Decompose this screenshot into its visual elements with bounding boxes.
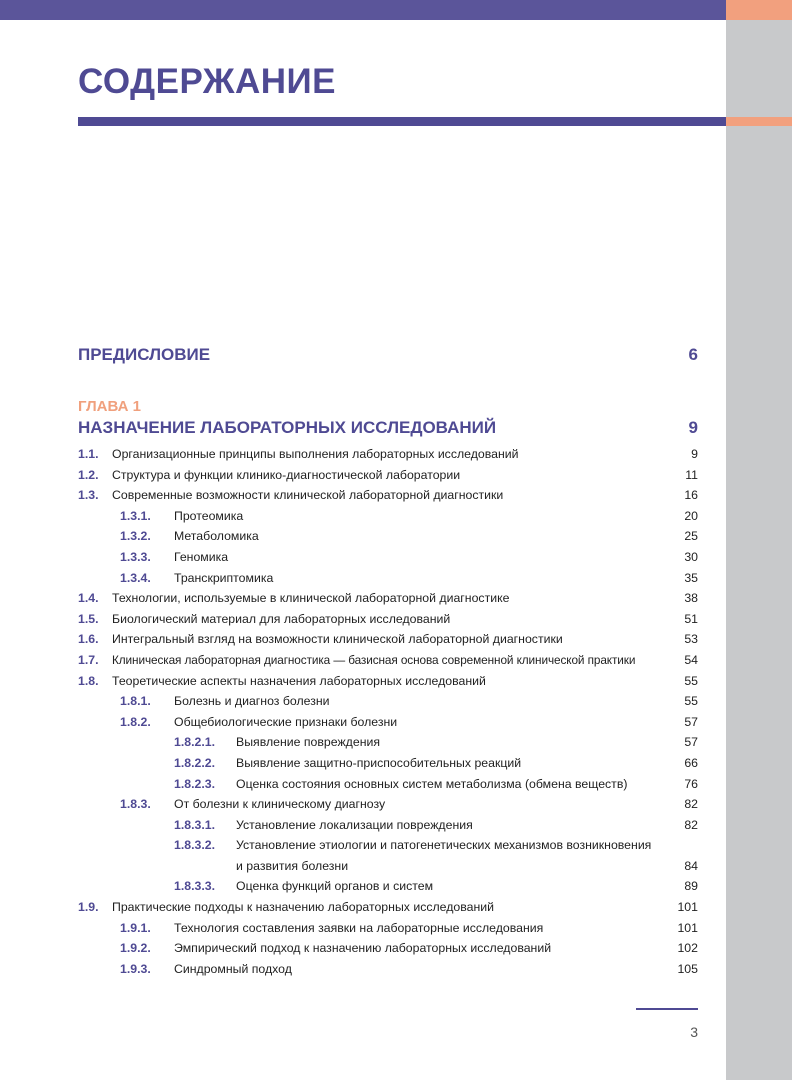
entry-number: 1.8.3.3.	[174, 879, 216, 894]
entry-page: 55	[684, 694, 698, 709]
entry-number: 1.8.2.3.	[174, 776, 216, 791]
entry-title: Технология составления заявки на лабораторные исследования	[174, 920, 544, 935]
entry-title: Оценка функций органов и систем	[236, 879, 434, 894]
toc-entry-1-9-1[interactable]	[78, 918, 698, 939]
entry-page: 9	[691, 447, 698, 461]
toc-entry-1-2[interactable]	[78, 465, 698, 486]
entry-page: 54	[684, 652, 698, 667]
entry-page: 82	[684, 797, 698, 812]
entry-number: 1.8.2.2.	[174, 755, 216, 770]
entry-page: 82	[684, 817, 698, 832]
entry-title: Болезнь и диагноз болезни	[174, 694, 330, 709]
entry-page: 53	[684, 632, 698, 647]
entry-number: 1.1.	[78, 447, 99, 461]
entry-page: 11	[685, 467, 698, 482]
toc-entry-1-7[interactable]	[78, 650, 698, 671]
entry-page: 89	[684, 879, 698, 894]
toc-entry-1-8-3-1[interactable]	[78, 815, 698, 836]
entry-number: 1.9.2.	[120, 941, 151, 956]
entry-page: 66	[684, 755, 698, 770]
entry-title: Эмпирический подход к назначению лабораторных исследований	[174, 941, 552, 956]
entry-page: 35	[684, 570, 698, 585]
toc-entry-1-8-2-1[interactable]	[78, 732, 698, 753]
toc-chapter[interactable]	[78, 418, 698, 438]
entry-number: 1.9.	[78, 900, 99, 915]
entry-number: 1.9.1.	[120, 920, 151, 935]
entry-number: 1.9.3.	[120, 961, 151, 976]
side-strip	[726, 20, 792, 1080]
entry-number: 1.8.3.	[120, 797, 151, 812]
entry-title: Интегральный взгляд на возможности клинической лабораторной диагностики	[112, 632, 563, 647]
toc-entry-1-3-1[interactable]	[78, 506, 698, 527]
toc-entry-1-3-3[interactable]	[78, 547, 698, 568]
entry-title: и развития болезни	[236, 858, 349, 873]
entry-title: Технологии, используемые в клинической лабораторной диагностике	[112, 591, 510, 606]
toc-entry-1-8-2-3[interactable]	[78, 774, 698, 795]
entry-number: 1.8.	[78, 673, 99, 688]
toc-entry-1-8-3-2-continued[interactable]	[78, 856, 698, 877]
chapter-title: НАЗНАЧЕНИЕ ЛАБОРАТОРНЫХ ИССЛЕДОВАНИЙ	[78, 418, 497, 437]
toc-entry-1-3[interactable]	[78, 485, 698, 506]
entry-page: 38	[684, 591, 698, 606]
toc-entry-1-8-3-2[interactable]	[78, 835, 698, 856]
entry-page: 51	[684, 611, 698, 626]
entry-title: Выявление повреждения	[236, 735, 381, 750]
entry-number: 1.8.3.2.	[174, 838, 216, 853]
entry-number: 1.8.2.	[120, 714, 151, 729]
toc-entry-1-6[interactable]	[78, 629, 698, 650]
entry-page: 57	[684, 735, 698, 750]
entry-title: Клиническая лабораторная диагностика — базисная основа современной клинической практики	[112, 652, 636, 667]
page-number: 3	[690, 1024, 698, 1040]
entry-number: 1.3.4.	[120, 570, 151, 585]
entry-number: 1.3.2.	[120, 529, 151, 544]
top-bar	[0, 0, 726, 20]
entry-title: Структура и функции клинико-диагностической лаборатории	[112, 467, 461, 482]
entry-title: Метаболомика	[174, 529, 259, 544]
toc-entry-1-8[interactable]	[78, 671, 698, 692]
page-title: СОДЕРЖАНИЕ	[78, 62, 337, 101]
entry-title: Установление этиологии и патогенетических механизмов возникновения	[236, 838, 652, 853]
entry-page: 105	[677, 961, 698, 976]
entry-page: 101	[677, 920, 698, 935]
entry-number: 1.5.	[78, 611, 99, 626]
entry-page: 30	[684, 549, 698, 564]
toc-list	[78, 444, 698, 979]
entry-page: 102	[677, 941, 698, 956]
entry-title: Установление локализации повреждения	[236, 817, 473, 832]
chapter-page: 9	[688, 418, 698, 437]
entry-number: 1.8.3.1.	[174, 817, 216, 832]
toc-entry-1-8-3[interactable]	[78, 794, 698, 815]
entry-number: 1.8.1.	[120, 694, 151, 709]
chapter-label: ГЛАВА 1	[78, 398, 141, 415]
entry-page: 16	[684, 488, 698, 503]
entry-number: 1.3.1.	[120, 508, 151, 523]
entry-title: Синдромный подход	[174, 961, 292, 976]
toc-entry-1-8-1[interactable]	[78, 691, 698, 712]
entry-page: 57	[684, 714, 698, 729]
preface-page: 6	[688, 345, 698, 364]
side-accent-bar	[726, 117, 792, 126]
entry-title: Биологический материал для лабораторных исследований	[112, 611, 451, 626]
toc-entry-1-1[interactable]	[78, 444, 698, 465]
toc-entry-1-8-2[interactable]	[78, 712, 698, 733]
toc-entry-1-9-3[interactable]	[78, 959, 698, 980]
entry-page: 55	[684, 673, 698, 688]
toc-entry-1-9-2[interactable]	[78, 938, 698, 959]
entry-number: 1.7.	[78, 652, 99, 667]
entry-page: 20	[684, 508, 698, 523]
footer-rule	[636, 1008, 698, 1010]
entry-title: Выявление защитно-приспособительных реакций	[236, 755, 522, 770]
toc-preface[interactable]	[78, 345, 698, 365]
entry-number: 1.3.	[78, 488, 99, 503]
entry-title: Транскриптомика	[174, 570, 274, 585]
entry-number: 1.3.3.	[120, 549, 151, 564]
toc-entry-1-9[interactable]	[78, 897, 698, 918]
entry-number: 1.2.	[78, 467, 99, 482]
toc-entry-1-5[interactable]	[78, 609, 698, 630]
entry-title: Практические подходы к назначению лабораторных исследований	[112, 900, 495, 915]
entry-page: 101	[677, 900, 698, 915]
entry-title: Организационные принципы выполнения лабораторных исследований	[112, 447, 519, 461]
entry-title: Теоретические аспекты назначения лабораторных исследований	[112, 673, 486, 688]
entry-title: От болезни к клиническому диагнозу	[174, 797, 386, 812]
entry-title: Современные возможности клинической лабораторной диагностики	[112, 488, 504, 503]
toc-entry-1-3-4[interactable]	[78, 568, 698, 589]
entry-title: Оценка состояния основных систем метаболизма (обмена веществ)	[236, 776, 628, 791]
entry-page: 76	[684, 776, 698, 791]
entry-page: 84	[684, 858, 698, 873]
title-rule	[78, 117, 726, 126]
entry-number: 1.6.	[78, 632, 99, 647]
preface-label: ПРЕДИСЛОВИЕ	[78, 345, 211, 364]
entry-number: 1.4.	[78, 591, 99, 606]
toc-entry-1-4[interactable]	[78, 588, 698, 609]
top-accent-bar	[726, 0, 792, 20]
toc-entry-1-3-2[interactable]	[78, 526, 698, 547]
entry-title: Геномика	[174, 549, 229, 564]
entry-title: Протеомика	[174, 508, 244, 523]
entry-number: 1.8.2.1.	[174, 735, 216, 750]
toc-entry-1-8-3-3[interactable]	[78, 876, 698, 897]
toc-entry-1-8-2-2[interactable]	[78, 753, 698, 774]
entry-title: Общебиологические признаки болезни	[174, 714, 398, 729]
entry-page: 25	[684, 529, 698, 544]
